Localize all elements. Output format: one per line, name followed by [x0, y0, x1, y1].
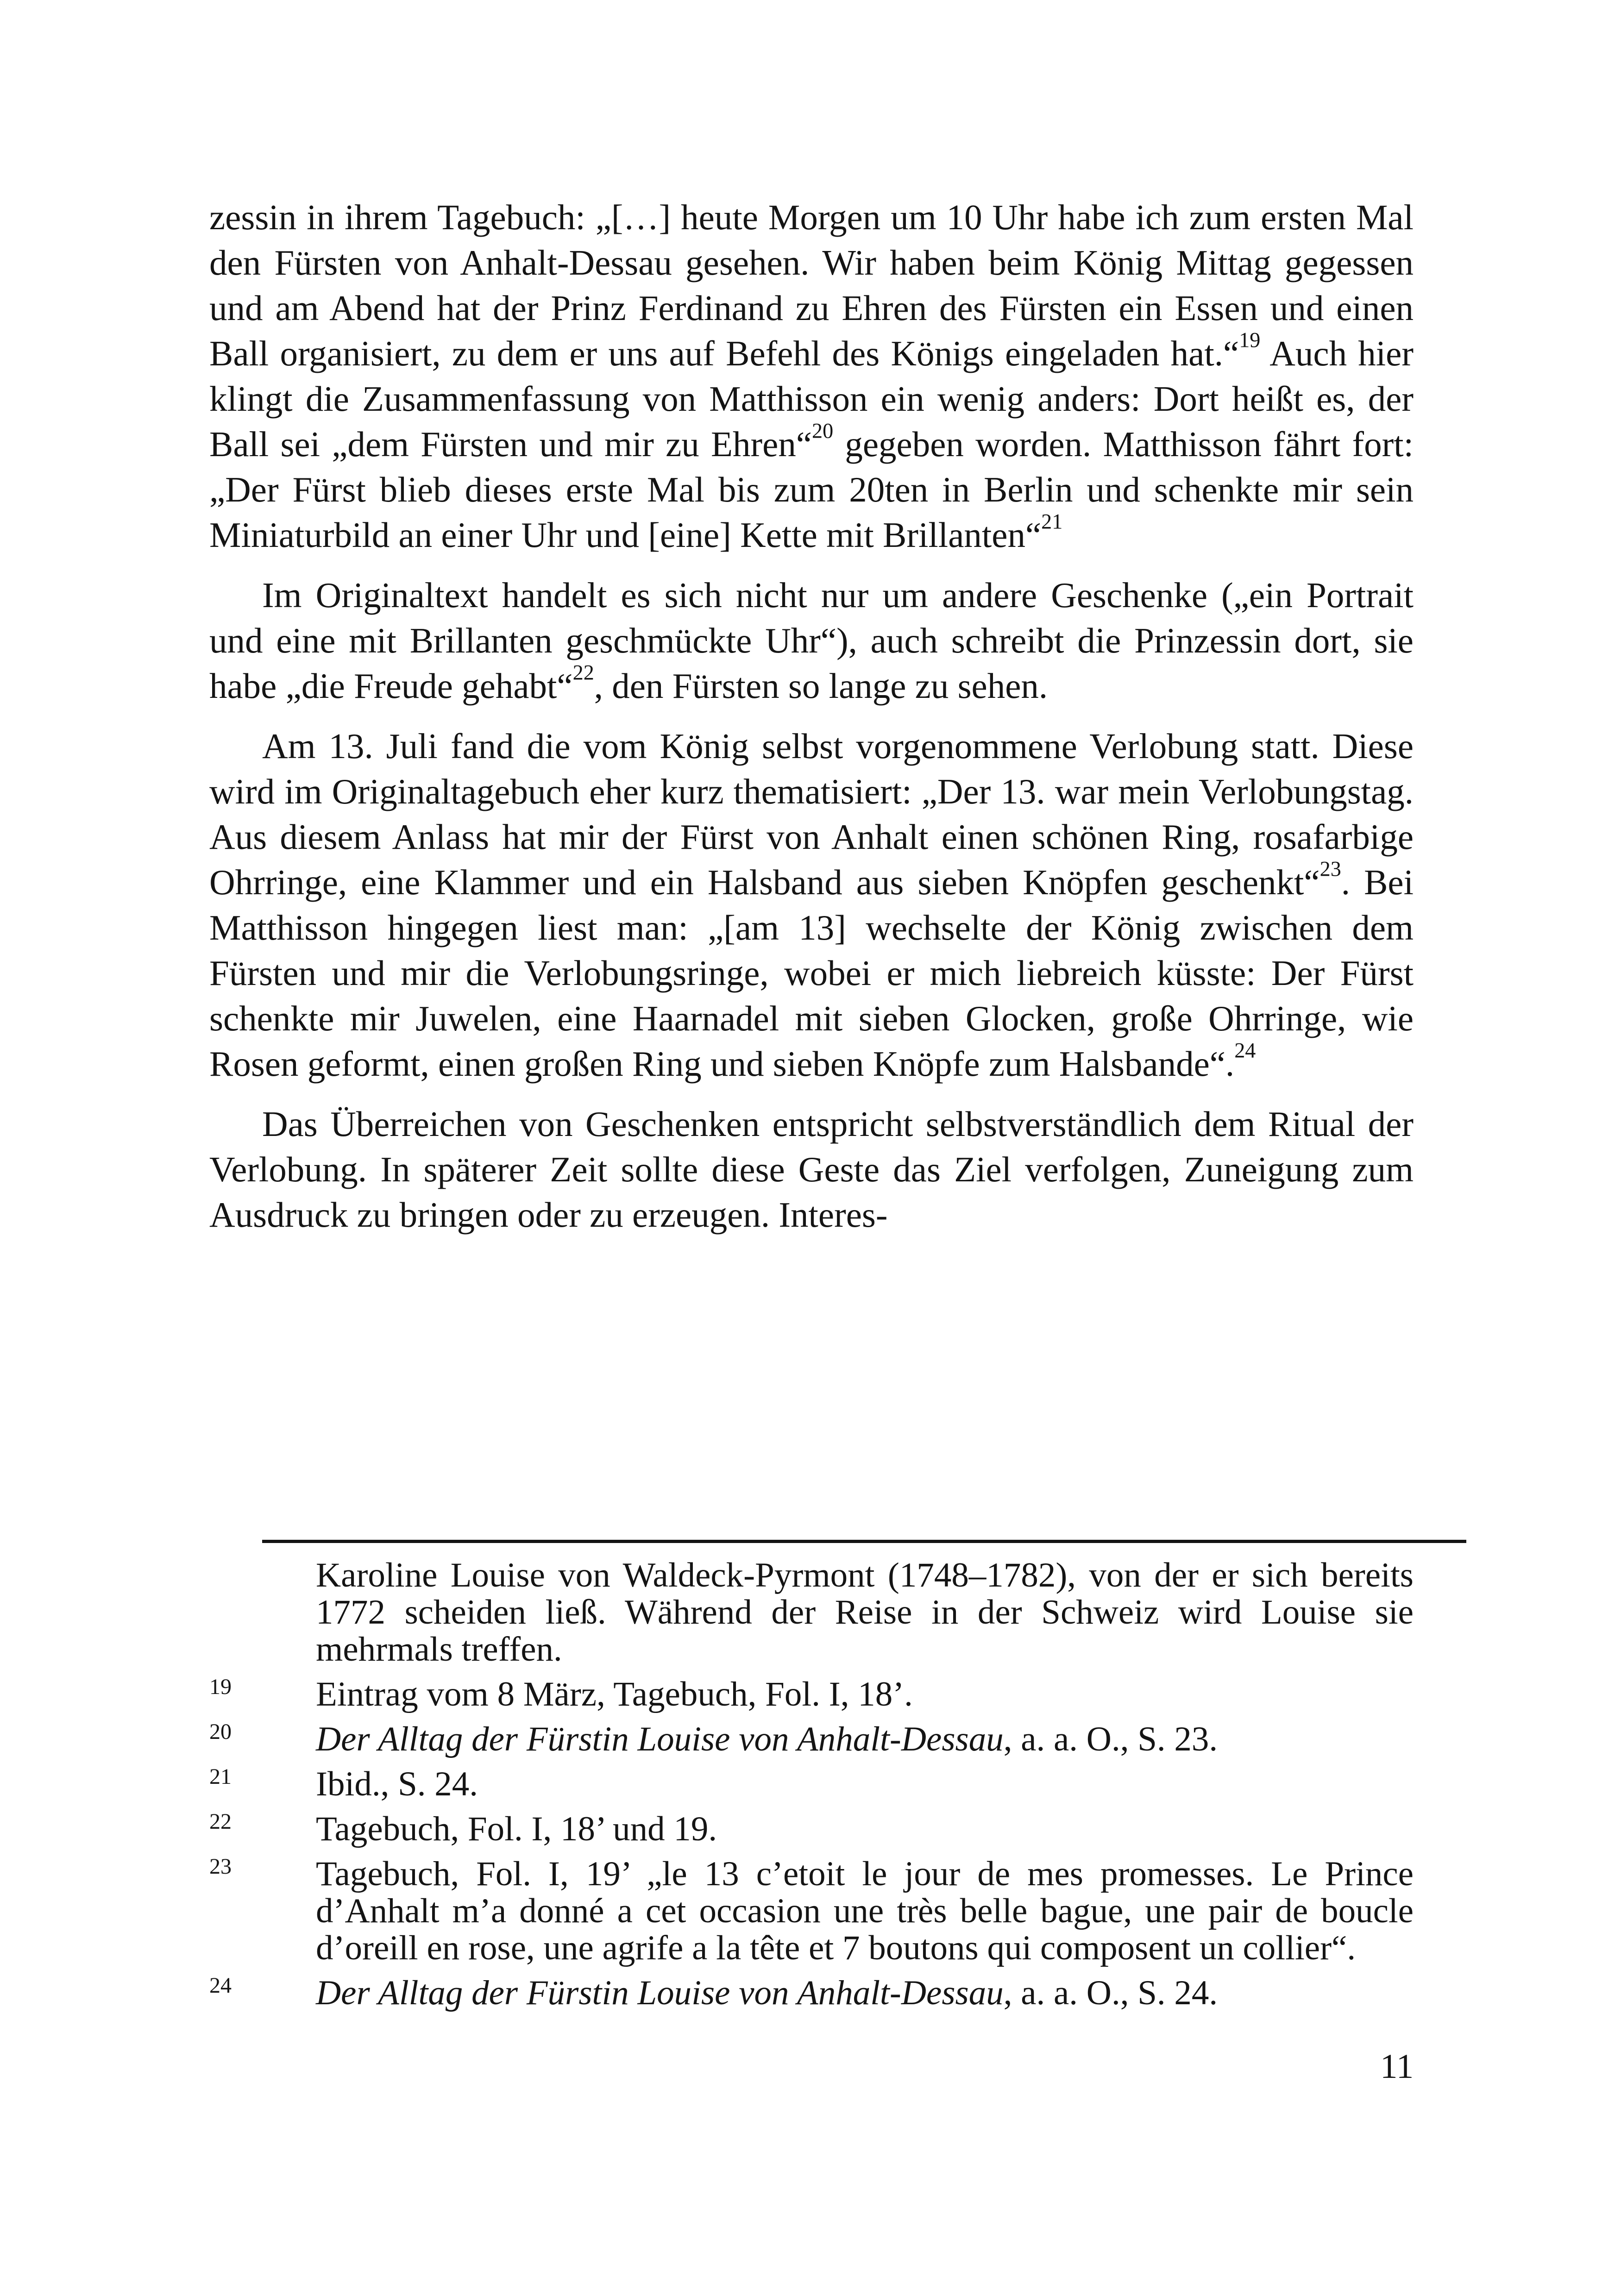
- footnote-20: [209, 1721, 1414, 1758]
- paragraph-3: [209, 723, 1414, 1086]
- footnote-ref-20[interactable]: 20: [812, 419, 834, 443]
- footnote-text: Karoline Louise von Waldeck-Pyrmont (1748–1782), von der er sich bereits 1772 scheiden ließ. Während der Reise in der Schweiz wird Louise sie mehrmals treffen.: [316, 1556, 1414, 1669]
- footnote-ref-22[interactable]: 22: [572, 660, 594, 684]
- paragraph-1: [209, 194, 1414, 558]
- paragraph-2: [209, 572, 1414, 709]
- text-run: . Bei Matthisson hingegen liest man: „[am 13] wechselte der König zwischen dem Fürsten und mir die Verlobungsringe, wobei er mich liebreich küsste: Der Fürst schenkte mir Juwelen, eine Haarnadel mit sieben Glocken, große Ohrringe, wie Rosen geformt, einen großen Ring und sieben Knöpfe zum Halsbande“.: [209, 862, 1414, 1084]
- footnote-text: Tagebuch, Fol. I, 19’ „le 13 c’etoit le jour de mes promesses. Le Prince d’Anhalt m’a donné a cet occasion une très belle bague, une pair de boucle d’oreill en rose, une agrife a la tête et 7 boutons qui composent un collier“.: [316, 1855, 1414, 1967]
- text-run: Im Originaltext handelt es sich nicht nur um andere Geschenke („ein Portrait und eine mit Brillanten geschmückte Uhr“), auch schreibt die Prinzessin dort, sie habe „die Freude gehabt“: [209, 575, 1414, 706]
- footnote-number: 24: [209, 1973, 232, 1998]
- text-run: Am 13. Juli fand die vom König selbst vorgenommene Verlobung statt. Diese wird im Originaltagebuch eher kurz thematisiert: „Der 13. war mein Verlobungstag. Aus diesem Anlass hat mir der Fürst von Anhalt einen schönen Ring, rosafarbige Ohrringe, eine Klammer und ein Halsband aus sieben Knöpfen geschenkt“: [209, 726, 1414, 902]
- text-run: , den Fürsten so lange zu sehen.: [594, 666, 1048, 706]
- footnote-number: 23: [209, 1854, 232, 1879]
- main-text: [209, 194, 1414, 1252]
- text-run: Auch hier klingt die Zusammenfassung von Matthisson ein wenig anders: Dort heißt es, der Ball sei „dem Fürsten und mir zu Ehren“: [209, 333, 1414, 464]
- paragraph-4: Das Überreichen von Geschenken entspricht selbstverständlich dem Ritual der Verlobung. In späterer Zeit sollte diese Geste das Ziel verfolgen, Zuneigung zum Ausdruck zu bringen oder zu erzeugen. Interes-: [209, 1104, 1414, 1235]
- footnote-number: 21: [209, 1764, 232, 1789]
- page-number: 11: [1380, 2047, 1414, 2086]
- text-run: zessin in ihrem Tagebuch: „[…] heute Morgen um 10 Uhr habe ich zum ersten Mal den Fürsten von Anhalt-Dessau gesehen. Wir haben beim König Mittag gegessen und am Abend hat der Prinz Ferdinand zu Ehren des Fürsten ein Essen und einen Ball organisiert, zu dem er uns auf Befehl des Königs eingeladen hat.“: [209, 197, 1414, 373]
- footnote-ref-23[interactable]: 23: [1319, 857, 1341, 881]
- footnote-continuation: [209, 1557, 1414, 1668]
- footnote-text: Eintrag vom 8 März, Tagebuch, Fol. I, 18’.: [316, 1675, 913, 1713]
- footnotes: [209, 1557, 1414, 2020]
- footnote-text: , a. a. O., S. 24.: [1003, 1974, 1218, 2012]
- footnote-21: [209, 1766, 1414, 1803]
- footnote-number: 22: [209, 1809, 232, 1834]
- footnote-ref-24[interactable]: 24: [1234, 1038, 1256, 1062]
- footnote-24: [209, 1975, 1414, 2012]
- footnote-number: 19: [209, 1675, 232, 1699]
- footnote-19: [209, 1676, 1414, 1713]
- footnote-23: [209, 1856, 1414, 1967]
- footnote-title: Der Alltag der Fürstin Louise von Anhalt-Dessau: [316, 1720, 1004, 1758]
- footnote-22: [209, 1811, 1414, 1848]
- footnote-separator: [262, 1540, 1466, 1543]
- footnote-title: Der Alltag der Fürstin Louise von Anhalt-Dessau: [316, 1974, 1004, 2012]
- footnote-text: Tagebuch, Fol. I, 18’ und 19.: [316, 1810, 717, 1848]
- footnote-text: Ibid., S. 24.: [316, 1765, 478, 1803]
- footnote-number: 20: [209, 1719, 232, 1744]
- footnote-ref-19[interactable]: 19: [1239, 328, 1261, 352]
- footnote-text: , a. a. O., S. 23.: [1003, 1720, 1218, 1758]
- footnote-ref-21[interactable]: 21: [1041, 509, 1063, 533]
- text-run: gegeben worden. Matthisson fährt fort: „Der Fürst blieb dieses erste Mal bis zum 20ten in Berlin und schenkte mir sein Miniaturbild an einer Uhr und [eine] Kette mit Brillanten“: [209, 424, 1414, 555]
